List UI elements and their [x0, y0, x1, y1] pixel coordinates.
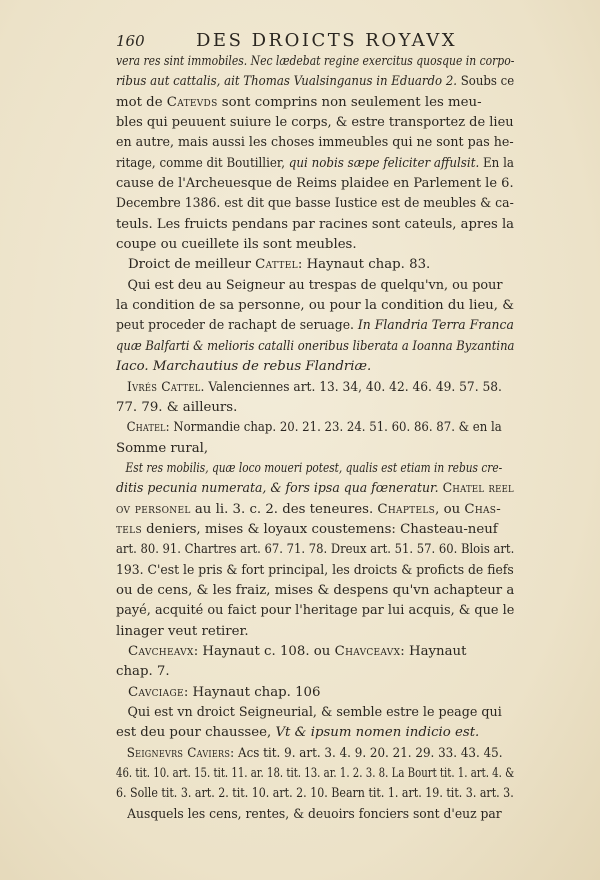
- text-run: : Acs tit. 9. art. 3. 4. 9. 20. 21. 29. 33. 43. 45.: [230, 745, 503, 761]
- text-line: [116, 154, 514, 174]
- text-line: [116, 174, 514, 194]
- text-line: [116, 439, 514, 459]
- small-caps-term: Chas-: [464, 501, 502, 517]
- text-line: [116, 764, 514, 784]
- text-run: 77. 79. & ailleurs.: [116, 399, 238, 415]
- text-line: [116, 520, 514, 540]
- text-run: art. 80. 91. Chartres art. 67. 71. 78. Dreux art. 51. 57. 60. Blois art.: [116, 542, 515, 558]
- text-line: [116, 337, 514, 357]
- text-line: [116, 479, 514, 499]
- text-run: linager veut retirer.: [116, 623, 249, 639]
- text-run: , ou: [435, 501, 465, 517]
- small-caps-term: Cattel: [161, 379, 201, 395]
- text-run: cause de l'Archeuesque de Reims plaidee en Parlement le 6.: [116, 176, 514, 192]
- text-line: [116, 581, 514, 601]
- italic-phrase: vera res sint immobiles. Nec lædebat regine exercitus quosque in corpo-: [116, 54, 515, 69]
- text-line: [116, 72, 514, 92]
- text-run: : Haynaut: [400, 643, 467, 659]
- text-run: Qui est deu au Seigneur au trespas de quelqu'vn, ou pour: [127, 277, 503, 293]
- text-line: [116, 378, 513, 398]
- text-run: Droict de meilleur: [128, 257, 256, 273]
- text-line: [116, 805, 513, 825]
- text-line: [116, 133, 514, 153]
- text-line: [116, 215, 514, 235]
- text-line: [116, 703, 513, 723]
- small-caps-term: Chavceavx: [334, 643, 401, 659]
- small-caps-term: Seignevrs Caviers: [126, 745, 231, 761]
- text-run: 193. C'est le pris & fort principal, les droicts & proficts de fiefs: [116, 562, 514, 578]
- text-line: [116, 357, 514, 377]
- body-text: [116, 52, 514, 825]
- text-line: [116, 683, 514, 703]
- text-run: . Valenciennes art. 13. 34, 40. 42. 46. 49. 57. 58.: [200, 379, 502, 395]
- text-line: [116, 500, 514, 520]
- small-caps-term: Cavciage: [128, 684, 184, 700]
- text-line: [116, 561, 514, 581]
- text-run: au li. 3. c. 2. des teneures.: [190, 501, 378, 517]
- text-run: ritage, comme dit Boutillier,: [116, 155, 289, 171]
- italic-phrase: Est res mobilis, quæ loco moueri potest, qualis est etiam in rebus cre-: [125, 460, 503, 476]
- text-line: [116, 93, 514, 113]
- text-run: teuls. Les fruicts pendans par racines sont cateuls, apres la: [116, 216, 514, 232]
- text-run: 6. Solle tit. 3. art. 2. tit. 10. art. 2. 10. Bearn tit. 1. art. 19. tit. 3. art. 3.: [116, 786, 514, 802]
- text-line: [116, 622, 514, 642]
- page-number: 160: [116, 32, 145, 50]
- text-line: [116, 194, 514, 214]
- text-run: chap. 7.: [116, 664, 170, 680]
- text-run: Qui est vn droict Seigneurial, & semble estre le peage qui: [127, 705, 502, 720]
- text-run: En la: [479, 155, 514, 171]
- small-caps-term: Cattel: [255, 257, 298, 273]
- text-line: [116, 418, 512, 438]
- text-run: 46. tit. 10. art. 15. tit. 11. ar. 18. tit. 13. ar. 1. 2. 3. 8. La Bourt tit. 1. art. 4. &: [116, 766, 515, 782]
- text-line: [116, 113, 514, 133]
- italic-phrase: ditis pecunia numerata, & fors ipsa qua fœneratur.: [116, 481, 443, 497]
- text-run: payé, acquité ou faict pour l'heritage par lui acquis, & que le: [116, 603, 514, 619]
- italic-phrase: qui nobis sæpe feliciter affulsit.: [288, 155, 480, 171]
- text-line: [116, 723, 514, 743]
- text-line: [116, 316, 514, 336]
- text-run: bles qui peuuent suiure le corps, & estre transportez de lieu: [116, 115, 514, 131]
- italic-phrase: Iaco. Marchautius de rebus Flandriæ.: [116, 359, 372, 375]
- text-line: [116, 744, 513, 764]
- text-run: coupe ou cueillete ils sont meubles.: [116, 237, 357, 253]
- italic-phrase: ribus aut cattalis, ait Thomas Vualsinganus in Eduardo 2.: [116, 74, 458, 90]
- text-run: la condition de sa personne, ou pour la condition du lieu, &: [116, 298, 514, 314]
- text-run: deniers, mises & loyaux coustemens: Chasteau-neuf: [141, 521, 498, 537]
- text-run: : Haynaut chap. 83.: [297, 257, 431, 273]
- running-title: DES DROICTS ROYAVX: [196, 30, 458, 51]
- text-line: [116, 235, 514, 255]
- page-header: [116, 30, 516, 52]
- text-run: : Haynaut c. 108. ou: [193, 643, 335, 659]
- text-run: mot de: [116, 94, 167, 110]
- small-caps-term: Cavcheavx: [128, 643, 194, 659]
- italic-phrase: quæ Balfarti & melioris catalli oneribus liberata a Ioanna Byzantina: [116, 338, 515, 354]
- text-run: en autre, mais aussi les choses immeubles qui ne sont pas he-: [116, 135, 514, 151]
- text-line: [116, 276, 514, 296]
- text-run: est deu pour chaussee,: [116, 725, 276, 741]
- text-run: Soubs ce: [457, 74, 514, 90]
- text-run: Ausquels les cens, rentes, & deuoirs fonciers sont d'euz par: [127, 806, 502, 822]
- text-line: [116, 540, 514, 560]
- text-line: [116, 296, 514, 316]
- text-run: Somme rural,: [116, 440, 209, 456]
- small-caps-term: Chaptels: [377, 501, 436, 517]
- text-line: [116, 459, 512, 479]
- text-line: [116, 398, 514, 418]
- small-caps-term: tels: [116, 521, 142, 537]
- small-caps-term: Ivrés: [127, 379, 162, 395]
- text-run: : Normandie chap. 20. 21. 23. 24. 51. 60. 86. 87. & en la: [165, 420, 502, 436]
- text-line: [116, 642, 514, 662]
- small-caps-term: ov personel: [116, 501, 191, 517]
- text-line: [116, 255, 514, 275]
- text-run: Decembre 1386. est dit que basse Iustice est de meubles & ca-: [116, 196, 514, 212]
- small-caps-term: Chatel reel: [442, 481, 514, 497]
- text-line: [116, 52, 514, 72]
- text-line: [116, 601, 514, 621]
- text-run: ou de cens, & les fraiz, mises & despens qu'vn achapteur a: [116, 582, 514, 598]
- small-caps-term: Catevds: [166, 94, 218, 110]
- text-line: [116, 662, 514, 682]
- text-run: : Haynaut chap. 106: [183, 684, 321, 700]
- italic-phrase: Vt & ipsum nomen indicio est.: [275, 725, 480, 741]
- text-run: sont comprins non seulement les meu-: [217, 94, 482, 110]
- small-caps-term: Chatel: [126, 420, 166, 436]
- text-line: [116, 784, 514, 804]
- italic-phrase: In Flandria Terra Franca: [357, 318, 514, 334]
- text-run: peut proceder de rachapt de seruage.: [116, 318, 358, 334]
